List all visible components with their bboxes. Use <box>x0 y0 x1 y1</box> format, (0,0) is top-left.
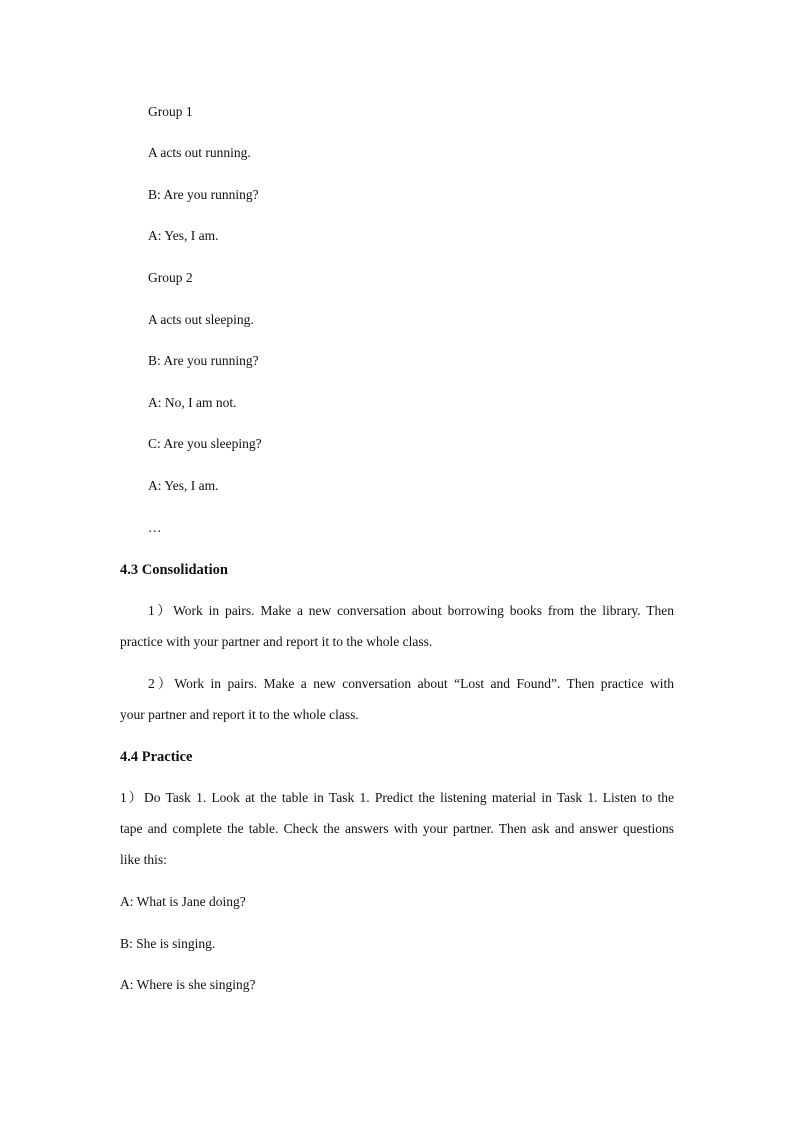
consolidation-item2-line2: your partner and report it to the whole class. <box>120 707 359 722</box>
consolidation-item2-line1: 2）Work in pairs. Make a new conversation about “Lost and Found”. Then practice with <box>148 676 674 691</box>
consolidation-item1-line2: practice with your partner and report it to the whole class. <box>120 634 433 649</box>
group2-line-5: A: Yes, I am. <box>148 478 219 493</box>
practice-heading: 4.4 Practice <box>120 749 193 765</box>
group2-line-1: A acts out sleeping. <box>148 312 254 327</box>
group2-line-3: A: No, I am not. <box>148 395 237 410</box>
group2-title: Group 2 <box>148 270 193 285</box>
group2-line-2: B: Are you running? <box>148 353 259 368</box>
practice-item1-line3: like this: <box>120 852 167 867</box>
consolidation-item1-line1: 1）Work in pairs. Make a new conversation about borrowing books from the library. Then <box>148 603 674 618</box>
group1-line-2: B: Are you running? <box>148 187 259 202</box>
practice-dialogue-line-1: A: What is Jane doing? <box>120 894 246 909</box>
practice-item1-line1: 1）Do Task 1. Look at the table in Task 1. Predict the listening material in Task 1. Listen to the <box>120 790 674 805</box>
group1-line-3: A: Yes, I am. <box>148 228 219 243</box>
practice-dialogue-line-2: B: She is singing. <box>120 936 216 951</box>
group2-line-4: C: Are you sleeping? <box>148 436 262 451</box>
consolidation-heading: 4.3 Consolidation <box>120 562 228 578</box>
group1-line-1: A acts out running. <box>148 145 251 160</box>
group1-title: Group 1 <box>148 104 193 119</box>
practice-item1-line2: tape and complete the table. Check the answers with your partner. Then ask and answer questions <box>120 821 674 836</box>
practice-dialogue-line-3: A: Where is she singing? <box>120 977 256 992</box>
group2-ellipsis: … <box>148 520 162 535</box>
